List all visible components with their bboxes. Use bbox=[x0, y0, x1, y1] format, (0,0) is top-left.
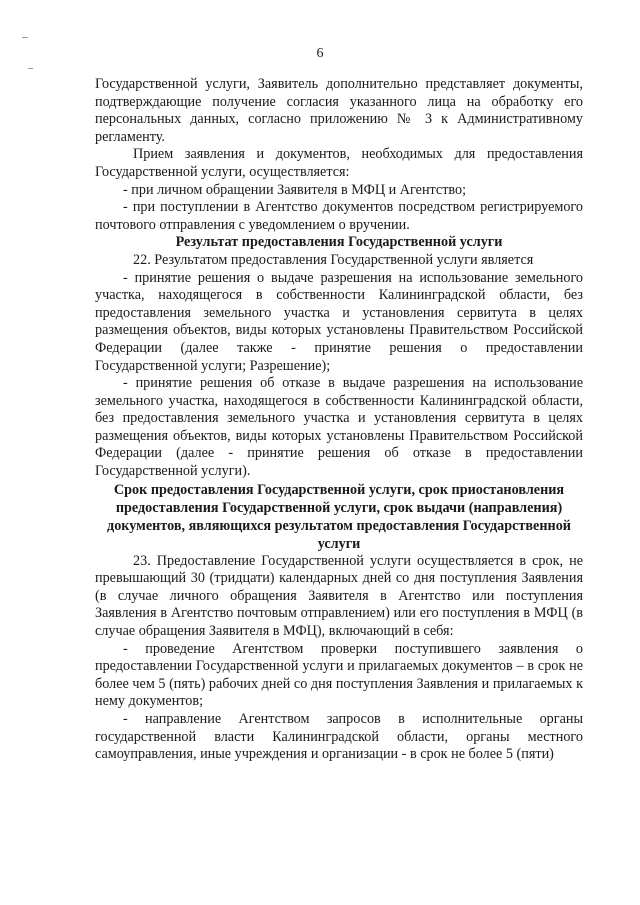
paragraph: 23. Предоставление Государственной услуги осуществляется в срок, не превышающий 30 (тридцати) календарных дней со дня поступления Заявления (в случае личного обращения Заявителя в Агентство или поступления Заявления в Агентство почтовым отправлением) или его поступления в МФЦ (в случае обращения Заявителя в МФЦ), включающий в себя: bbox=[95, 552, 583, 640]
list-item: - при поступлении в Агентство документов посредством регистрируемого почтового отправления с уведомлением о вручении. bbox=[95, 199, 583, 233]
document-body bbox=[95, 76, 583, 764]
list-item: - принятие решения об отказе в выдаче разрешения на использование земельного участка, находящегося в собственности Калининградской области, без предоставления земельного участка и установления сервитута в целях размещения объектов, виды которых установлены Правительством Российской Федерации (далее - принятие решения об отказе в предоставлении Государственной услуги). bbox=[95, 375, 583, 480]
paragraph: 22. Результатом предоставления Государственной услуги является bbox=[133, 251, 534, 268]
list-item: - проведение Агентством проверки поступившего заявления о предоставлении Государственной услуги и прилагаемых документов – в срок не более чем 5 (пять) рабочих дней со дня поступления Заявления и прилагаемых к нему документов; bbox=[95, 640, 583, 710]
paragraph: Государственной услуги, Заявитель дополнительно представляет документы, подтверждающие получение согласия указанного лица на обработку его персональных данных, согласно приложению № 3 к Административному регламенту. bbox=[95, 76, 583, 145]
scan-mark bbox=[22, 37, 28, 38]
list-item: - направление Агентством запросов в исполнительные органы государственной власти Калининградской области, органы местного самоуправления, иные учреждения и организации - в срок не более 5 (пяти) bbox=[95, 711, 583, 763]
paragraph: Прием заявления и документов, необходимых для предоставления Государственной услуги, осуществляется: bbox=[95, 146, 583, 180]
page-number: 6 bbox=[316, 46, 324, 61]
section-heading: Результат предоставления Государственной услуги bbox=[175, 234, 503, 251]
list-item: - при личном обращении Заявителя в МФЦ и Агентство; bbox=[123, 181, 467, 198]
scan-mark bbox=[28, 68, 33, 69]
section-heading: Срок предоставления Государственной услуги, срок приостановления предоставления Государственной услуги, срок выдачи (направления) документов, являющихся результатом предоставления Государственной услуги bbox=[107, 481, 571, 552]
list-item: - принятие решения о выдаче разрешения на использование земельного участка, находящегося в собственности Калининградской области, без предоставления земельного участка и установления сервитута в целях размещения объектов, виды которых установлены Правительством Российской Федерации (далее также - принятие решения о предоставлении Государственной услуги; Разрешение); bbox=[95, 269, 583, 374]
